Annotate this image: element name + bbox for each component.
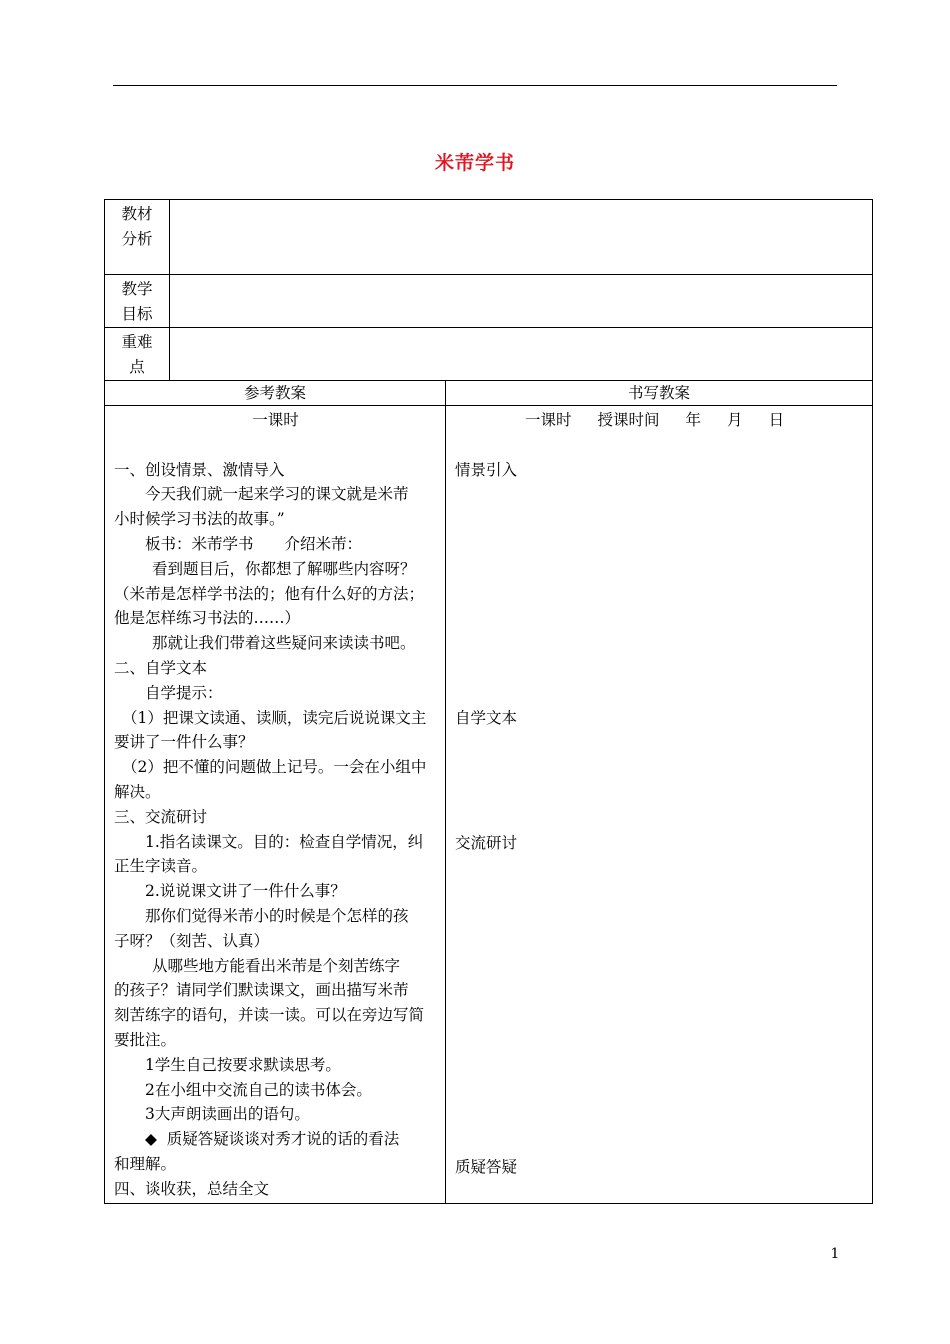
year-label: 年	[685, 411, 702, 429]
label-analysis	[105, 200, 170, 275]
col-header-writing: 书写教案	[446, 381, 873, 406]
text-line: 1学生自己按要求默读思考。	[145, 1055, 341, 1074]
bullet-line	[114, 1127, 437, 1152]
text-line: 和理解。	[114, 1154, 177, 1173]
text-line: 他是怎样练习书法的……）	[114, 609, 301, 628]
text-line: 要讲了一件什么事？	[114, 733, 254, 752]
reference-plan	[105, 406, 446, 1204]
text-line: 那你们觉得米芾小的时候是个怎样的孩	[145, 906, 409, 925]
text-line: 刻苦练字的语句，并读一读。可以在旁边写简	[114, 1006, 425, 1025]
text-line: 从哪些地方能看出米芾是个刻苦练字	[152, 956, 401, 975]
label-goals-line2: 目标	[121, 305, 153, 323]
text-line: （2）把不懂的问题做上记号。一会在小组中	[122, 758, 427, 777]
text-line: 3大声朗读画出的语句。	[145, 1105, 310, 1124]
text-line: 要批注。	[114, 1030, 177, 1049]
note-self-study: 自学文本	[455, 709, 518, 727]
row-column-headers	[105, 381, 873, 406]
lesson-plan-table	[104, 199, 873, 1204]
row-plan-body	[105, 406, 873, 1204]
row-goals	[105, 275, 873, 328]
section-1-title: 一、创设情景、激情导入	[114, 460, 285, 479]
text-line: 2.说说课文讲了一件什么事？	[145, 882, 346, 901]
text-line: 解决。	[114, 782, 161, 801]
text-line: 看到题目后，你都想了解哪些内容呀？	[152, 559, 416, 578]
day-label: 日	[768, 411, 785, 429]
text-line: 子呀？（刻苦、认真）	[114, 931, 270, 950]
section-4-title: 四、谈收获，总结全文	[114, 1179, 270, 1198]
goals-content	[170, 275, 873, 328]
label-analysis-line1: 教材	[121, 205, 153, 223]
row-key-points	[105, 328, 873, 381]
note-qa: 质疑答疑	[455, 1158, 518, 1176]
writing-plan	[446, 406, 873, 1204]
label-key-points-line1: 重难	[121, 333, 153, 351]
text-line: 自学提示：	[145, 683, 223, 702]
header-rule	[113, 85, 837, 86]
teaching-time-label: 授课时间	[597, 411, 660, 429]
right-lesson: 一课时	[525, 411, 572, 429]
label-key-points	[105, 328, 170, 381]
text-line: （米芾是怎样学书法的；他有什么好的方法；	[114, 584, 425, 603]
section-2-title: 二、自学文本	[114, 658, 208, 677]
left-lesson: 一课时	[252, 411, 299, 429]
text-line: 质疑答疑谈谈对秀才说的话的看法	[166, 1130, 400, 1149]
key-points-content	[170, 328, 873, 381]
text-line: （1）把课文读通、读顺，读完后说说课文主	[122, 708, 427, 727]
note-discussion: 交流研讨	[455, 834, 518, 852]
text-line: 那就让我们带着这些疑问来读读书吧。	[152, 634, 416, 653]
diamond-bullet-icon: ◆	[145, 1130, 157, 1149]
label-goals	[105, 275, 170, 328]
col-header-reference: 参考教案	[105, 381, 446, 406]
row-analysis	[105, 200, 873, 275]
text-line: 今天我们就一起来学习的课文就是米芾	[145, 485, 409, 504]
label-goals-line1: 教学	[121, 280, 153, 298]
text-line: 正生字读音。	[114, 857, 208, 876]
text-line: 的孩子？请同学们默读课文，画出描写米芾	[114, 981, 409, 1000]
label-analysis-line2: 分析	[121, 230, 153, 248]
page-number: 1	[830, 1246, 840, 1262]
text-line: 板书：米芾学书 介绍米芾：	[145, 534, 363, 553]
text-line: 小时候学习书法的故事。”	[114, 510, 285, 529]
text-line: 1.指名读课文。目的：检查自学情况，纠	[145, 832, 424, 851]
month-label: 月	[727, 411, 743, 429]
note-scenario-intro: 情景引入	[455, 461, 518, 479]
blank-line	[114, 433, 437, 458]
section-3-title: 三、交流研讨	[114, 807, 208, 826]
analysis-content	[170, 200, 873, 275]
text-line: 2在小组中交流自己的读书体会。	[145, 1080, 372, 1099]
right-lesson-line	[455, 408, 864, 433]
page-title: 米芾学书	[434, 152, 515, 174]
label-key-points-line2: 点	[129, 358, 145, 376]
